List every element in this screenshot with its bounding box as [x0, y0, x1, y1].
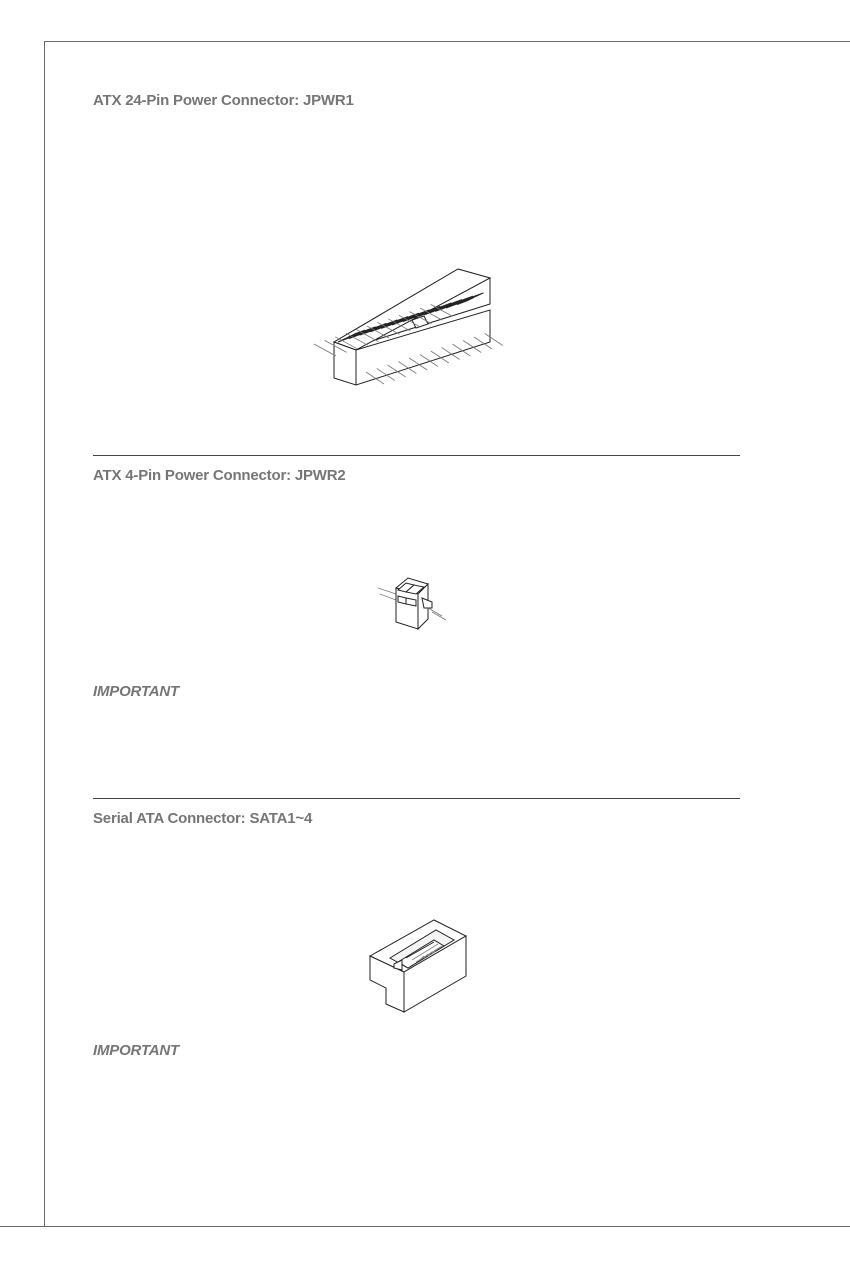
- important-note-1: IMPORTANT: [93, 683, 179, 700]
- important-note-2: IMPORTANT: [93, 1042, 179, 1059]
- section-divider: [93, 455, 740, 456]
- section-divider: [93, 798, 740, 799]
- jpwr1-heading: ATX 24-Pin Power Connector: JPWR1: [93, 92, 354, 109]
- page-frame-bottom: [0, 1226, 850, 1227]
- page-frame-left: [44, 41, 45, 1227]
- jpwr2-heading: ATX 4-Pin Power Connector: JPWR2: [93, 467, 346, 484]
- atx-24pin-connector-icon: [300, 260, 520, 400]
- sata-connector-icon: [364, 916, 474, 1020]
- page-frame-top: [44, 41, 850, 42]
- sata-heading: Serial ATA Connector: SATA1~4: [93, 810, 313, 827]
- atx-4pin-connector-icon: [376, 574, 456, 634]
